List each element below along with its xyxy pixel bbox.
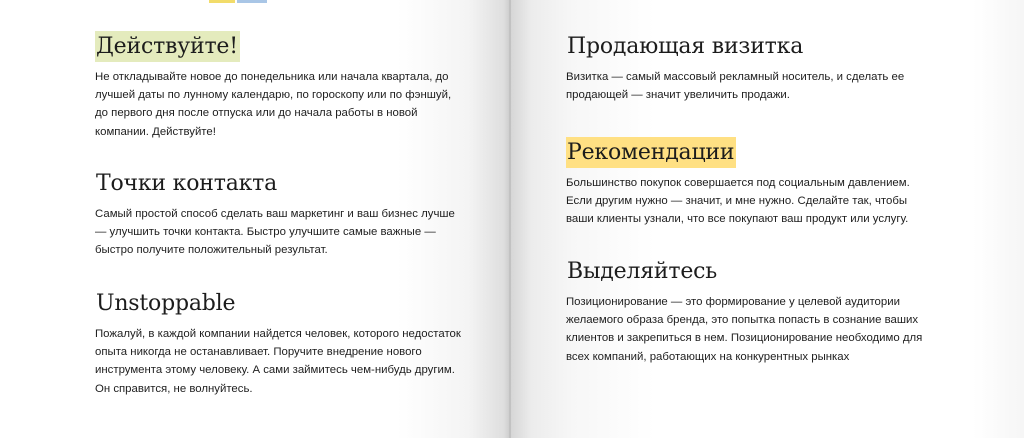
section-title: Unstoppable <box>96 291 236 316</box>
right-page <box>511 0 1024 438</box>
body-line: Не откладывайте новое до понедельника или начала квартала, до <box>95 71 449 83</box>
body-line: желаемого образа бренда, это попытка попасть в сознание ваших <box>566 314 919 327</box>
body-line: Позиционирование — это формирование у целевой аудитории <box>566 296 900 308</box>
body-line: инструмента этому человеку. А сами займитесь чем-нибудь другим. <box>95 364 455 377</box>
body-line: быстро получите положительный результат. <box>95 244 328 257</box>
section-title: Рекомендации <box>566 137 736 168</box>
body-line: Пожалуй, в каждой компании найдется человек, которого недостаток <box>95 328 461 340</box>
section-title: Точки контакта <box>96 171 278 196</box>
blue-tab-marker <box>237 0 267 3</box>
section-title: Действуйте! <box>95 31 240 62</box>
body-line: продающей — значит увеличить продажи. <box>566 89 790 102</box>
body-line: лучшей даты по лунному календарю, по гороскопу или по фэншуй, <box>95 89 452 102</box>
yellow-tab-marker <box>209 0 235 3</box>
section-act <box>95 31 451 141</box>
section-stand-out <box>566 256 922 366</box>
section-body <box>566 174 910 229</box>
section-business-card <box>566 31 904 104</box>
body-line: Визитка — самый массовый рекламный носитель, и сделать ее <box>566 71 905 83</box>
body-line: компании. Действуйте! <box>95 125 216 138</box>
section-recommendations <box>566 137 910 229</box>
body-line: Если другим нужно — значит, и мне нужно. Сделайте так, чтобы <box>566 195 908 208</box>
body-line: опыта никогда не останавливает. Поручите внедрение нового <box>95 346 422 359</box>
section-body <box>95 205 455 260</box>
section-touchpoints <box>95 168 455 260</box>
section-title: Выделяйтесь <box>567 259 718 284</box>
body-line: Он справится, не волнуйтесь. <box>95 382 253 395</box>
body-line: всех компаний, работающих на конкурентных рынках <box>566 350 850 363</box>
section-body <box>566 68 904 104</box>
section-unstoppable <box>95 288 461 398</box>
section-title: Продающая визитка <box>567 34 804 59</box>
body-line: Самый простой способ сделать ваш маркетинг и ваш бизнес лучше <box>95 208 455 220</box>
body-line: до первого дня после отпуска или до начала работы в новой <box>95 107 418 120</box>
section-body <box>95 68 451 141</box>
section-body <box>95 325 461 398</box>
body-line: — улучшить точки контакта. Быстро улучшите самые важные — <box>95 226 436 239</box>
body-line: клиентов и закрепиться в нем. Позиционирование необходимо для <box>566 332 923 345</box>
left-page <box>0 0 509 438</box>
body-line: Большинство покупок совершается под социальным давлением. <box>566 177 910 189</box>
page-tab-marker <box>209 0 267 3</box>
section-body <box>566 293 922 366</box>
body-line: ваши клиенты узнали, что все покупают ваш продукт или услугу. <box>566 213 909 226</box>
